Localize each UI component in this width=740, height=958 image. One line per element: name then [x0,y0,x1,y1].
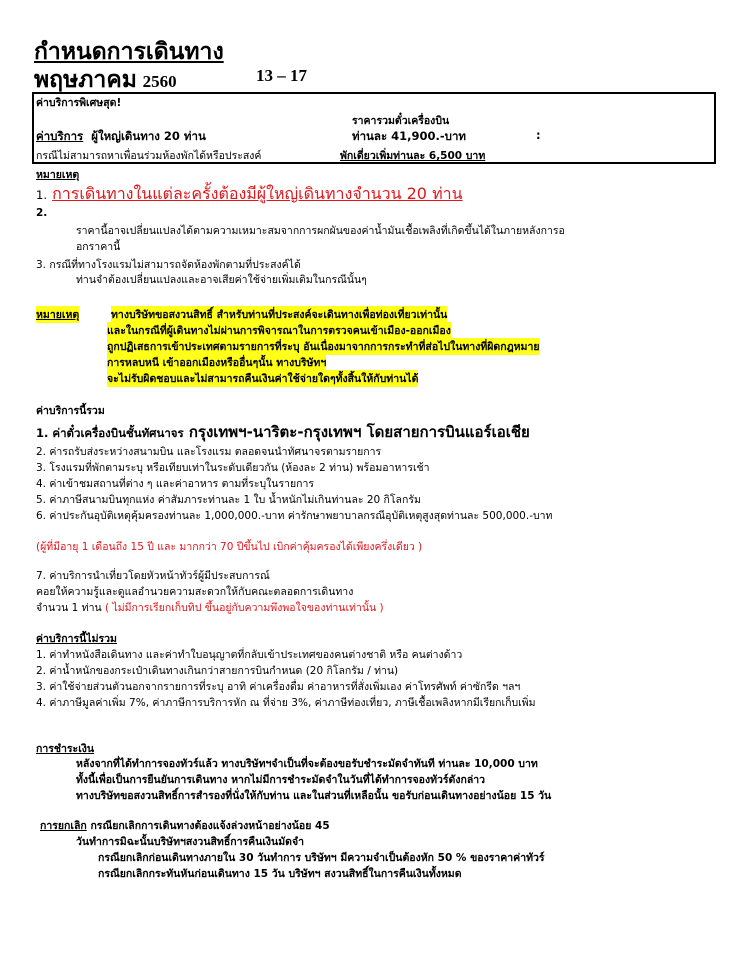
excluded-item-3: 3. ค่าใช้จ่ายส่วนตัวนอกจากรายการที่ระบุ อาทิ ค่าเครื่องดื่ม ค่าอาหารที่สั่งเพิ่มเอง ค่าโทรศัพท์ ค่าซักรีด ฯลฯ [36,681,521,693]
excluded-heading: ค่าบริการนี้ไม่รวม [36,633,117,645]
notice-line-3: ถูกปฏิเสธการเข้าประเทศตามรายการที่ระบุ อันเนื่องมาจากการกระทำที่ส่อไปในทางที่ผิดกฎหมาย [107,338,540,355]
page-title: กำหนดการเดินทาง [34,39,224,64]
included-item-1 [36,420,530,444]
excluded-item-1: 1. ค่าทำหนังสือเดินทาง และค่าทำใบอนุญาตที่กลับเข้าประเทศของคนต่างชาติ หรือ คนต่างด้าว [36,649,463,661]
remark-2-line-1: ราคานี้อาจเปลี่ยนแปลงได้ตามความเหมาะสมจากการผกผันของค่าน้ำมันเชื้อเพลิงที่เกิดขึ้นได้ในภายหลังการอ [76,225,565,237]
payment-line-1: หลังจากที่ได้ทำการจองทัวร์แล้ว ทางบริษัทฯจำเป็นที่จะต้องขอรับชำระมัดจำทันที ท่านละ 10,000 บาท [76,758,538,770]
notice-line-5: จะไม่รับผิดชอบและไม่สามารถคืนเงินค่าใช้จ่ายใดๆทั้งสิ้นให้กับท่านได้ [107,370,418,387]
cancel-line-2: วันทำการมิฉะนั้นบริษัทฯสงวนสิทธิ์การคืนเงินมัดจำ [76,836,305,848]
included-item-6: 6. ค่าประกันอุบัติเหตุคุ้มครองท่านละ 1,000,000.-บาท ค่ารักษาพยาบาลกรณีอุบัติเหตุสูงสุดท่านละ 500,000.-บาท [36,510,553,522]
cancel-line-4: กรณียกเลิกกระทันหันก่อนเดินทาง 15 วัน บริษัทฯ สงวนสิทธิ์ในการคืนเงินทั้งหมด [98,868,462,880]
included-1-route: กรุงเทพฯ-นาริตะ-กรุงเทพฯ โดยสายการบินแอร์เอเชีย [188,423,530,441]
tip-note: ( ไม่มีการเรียกเก็บทิป ขึ้นอยู่กับความพึงพอใจของท่านเท่านั้น ) [105,602,384,614]
excluded-item-4: 4. ค่าภาษีมูลค่าเพิ่ม 7%, ค่าภาษีการบริการหัก ณ ที่จ่าย 3%, ค่าภาษีท่องเที่ยว, ภาษีเชื้อเพลิงหากมีเรียกเก็บเพิ่ม [36,697,536,709]
service-label: ค่าบริการ [36,129,84,143]
payment-line-3: ทางบริษัทขอสงวนสิทธิ์การสำรองที่นั่งให้กับท่าน และในส่วนที่เหลือนั้น ขอรับก่อนเดินทางอย่างน้อย 15 วัน [76,790,552,802]
remark-1-number: 1. [36,188,47,202]
remark-item-1 [36,182,463,207]
cancel-heading-rest: กรณียกเลิกการเดินทางต้องแจ้งล่วงหน้าอย่างน้อย 45 [90,820,330,832]
service-text: ผู้ใหญ่เดินทาง 20 ท่าน [91,129,206,143]
travel-dates: 13 – 17 [256,66,307,85]
price-value: ท่านละ 41,900.-บาท [352,129,466,143]
included-1-prefix: 1. ค่าตั๋วเครื่องบินชั้นทัศนาจร [36,426,184,440]
cancel-heading: การยกเลิก [40,820,87,832]
excluded-item-2: 2. ค่าน้ำหนักของกระเป๋าเดินทางเกินกว่าสายการบินกำหนด (20 กิโลกรัม / ท่าน) [36,665,399,677]
age-coverage-note: (ผู้ที่มีอายุ 1 เดือนถึง 15 ปี และ มากกว่า 70 ปีขึ้นไป เบิกค่าคุ้มครองได้เพียงครึ่งเดียว ) [36,541,423,553]
price-colon: : [536,128,541,142]
included-item-7-line-2: คอยให้ความรู้และดูแลอำนวยความสะดวกให้กับคณะตลอดการเดินทาง [36,586,354,598]
month-label: พฤษภาคม [34,67,137,92]
remark-3-line-2: ท่านจำต้องเปลี่ยนแปลงและอาจเสียค่าใช้จ่ายเพิ่มเติมในกรณีนั้นๆ [76,274,367,286]
special-price-label: ค่าบริการพิเศษสุด! [36,97,122,109]
included-heading: ค่าบริการนี้รวม [36,405,105,417]
remark-2-line-2: อกราคานี้ [76,241,121,253]
notice-line-4: การหลบหนี เข้าออกเมืองหรืออื่นๆนั้น ทางบริษัทฯ [107,354,326,371]
included-item-4: 4. ค่าเข้าชมสถานที่ต่าง ๆ และค่าอาหาร ตามที่ระบุในรายการ [36,478,315,490]
included-item-5: 5. ค่าภาษีสนามบินทุกแห่ง ค่าสัมภาระท่านละ 1 ใบ น้ำหนักไม่เกินท่านละ 20 กิโลกรัม [36,494,421,506]
guide-count: จำนวน 1 ท่าน [36,602,102,614]
remark-2-number: 2. [36,207,48,219]
included-item-7-line-1: 7. ค่าบริการนำเที่ยวโดยหัวหน้าทัวร์ผู้มีประสบการณ์ [36,570,270,582]
remark-1-text: การเดินทางในแต่ละครั้งต้องมีผู้ใหญ่เดินทางจำนวน 20 ท่าน [52,184,463,203]
year-label: 2560 [142,72,177,91]
room-note: กรณีไม่สามารถหาเพื่อนร่วมห้องพักได้หรือประสงค์ [36,150,262,162]
remarks-heading: หมายเหตุ [36,169,80,181]
notice-line-2: และในกรณีที่ผู้เดินทางไม่ผ่านการพิจารณาในการตรวจคนเข้าเมือง-ออกเมือง [107,322,451,339]
notice-label: หมายเหตุ [36,306,79,323]
remark-3-line-1: 3. กรณีที่ทางโรงแรมไม่สามารถจัดห้องพักตามที่ประสงค์ได้ [36,259,301,271]
service-line [36,128,206,146]
payment-line-2: ทั้งนี้เพื่อเป็นการยืนยันการเดินทาง หากไม่มีการชำระมัดจำในวันที่ได้ทำการจองทัวร์ดังกล่าว [76,774,486,786]
price-heading: ราคารวมตั๋วเครื่องบิน [352,115,450,127]
notice-line-1: ทางบริษัทขอสงวนสิทธิ์ สำหรับท่านที่ประสงค์จะเดินทางเพื่อท่องเที่ยวเท่านั้น [111,306,447,323]
cancel-line-1 [40,817,330,834]
included-item-3: 3. โรงแรมที่พักตามระบุ หรือเทียบเท่าในระดับเดียวกัน (ห้องละ 2 ท่าน) พร้อมอาหารเช้า [36,462,430,474]
cancel-line-3: กรณียกเลิกก่อนเดินทางภายใน 30 วันทำการ บริษัทฯ มีความจำเป็นต้องหัก 50 % ของราคาค่าทัวร์ [98,852,545,864]
single-room-price: พักเดี่ยวเพิ่มท่านละ 6,500 บาท [340,150,486,162]
included-item-7-line-3 [36,599,384,616]
payment-heading: การชำระเงิน [36,743,95,755]
included-item-2: 2. ค่ารถรับส่งระหว่างสนามบิน และโรงแรม ตลอดจนนำทัศนาจรตามรายการ [36,446,382,458]
